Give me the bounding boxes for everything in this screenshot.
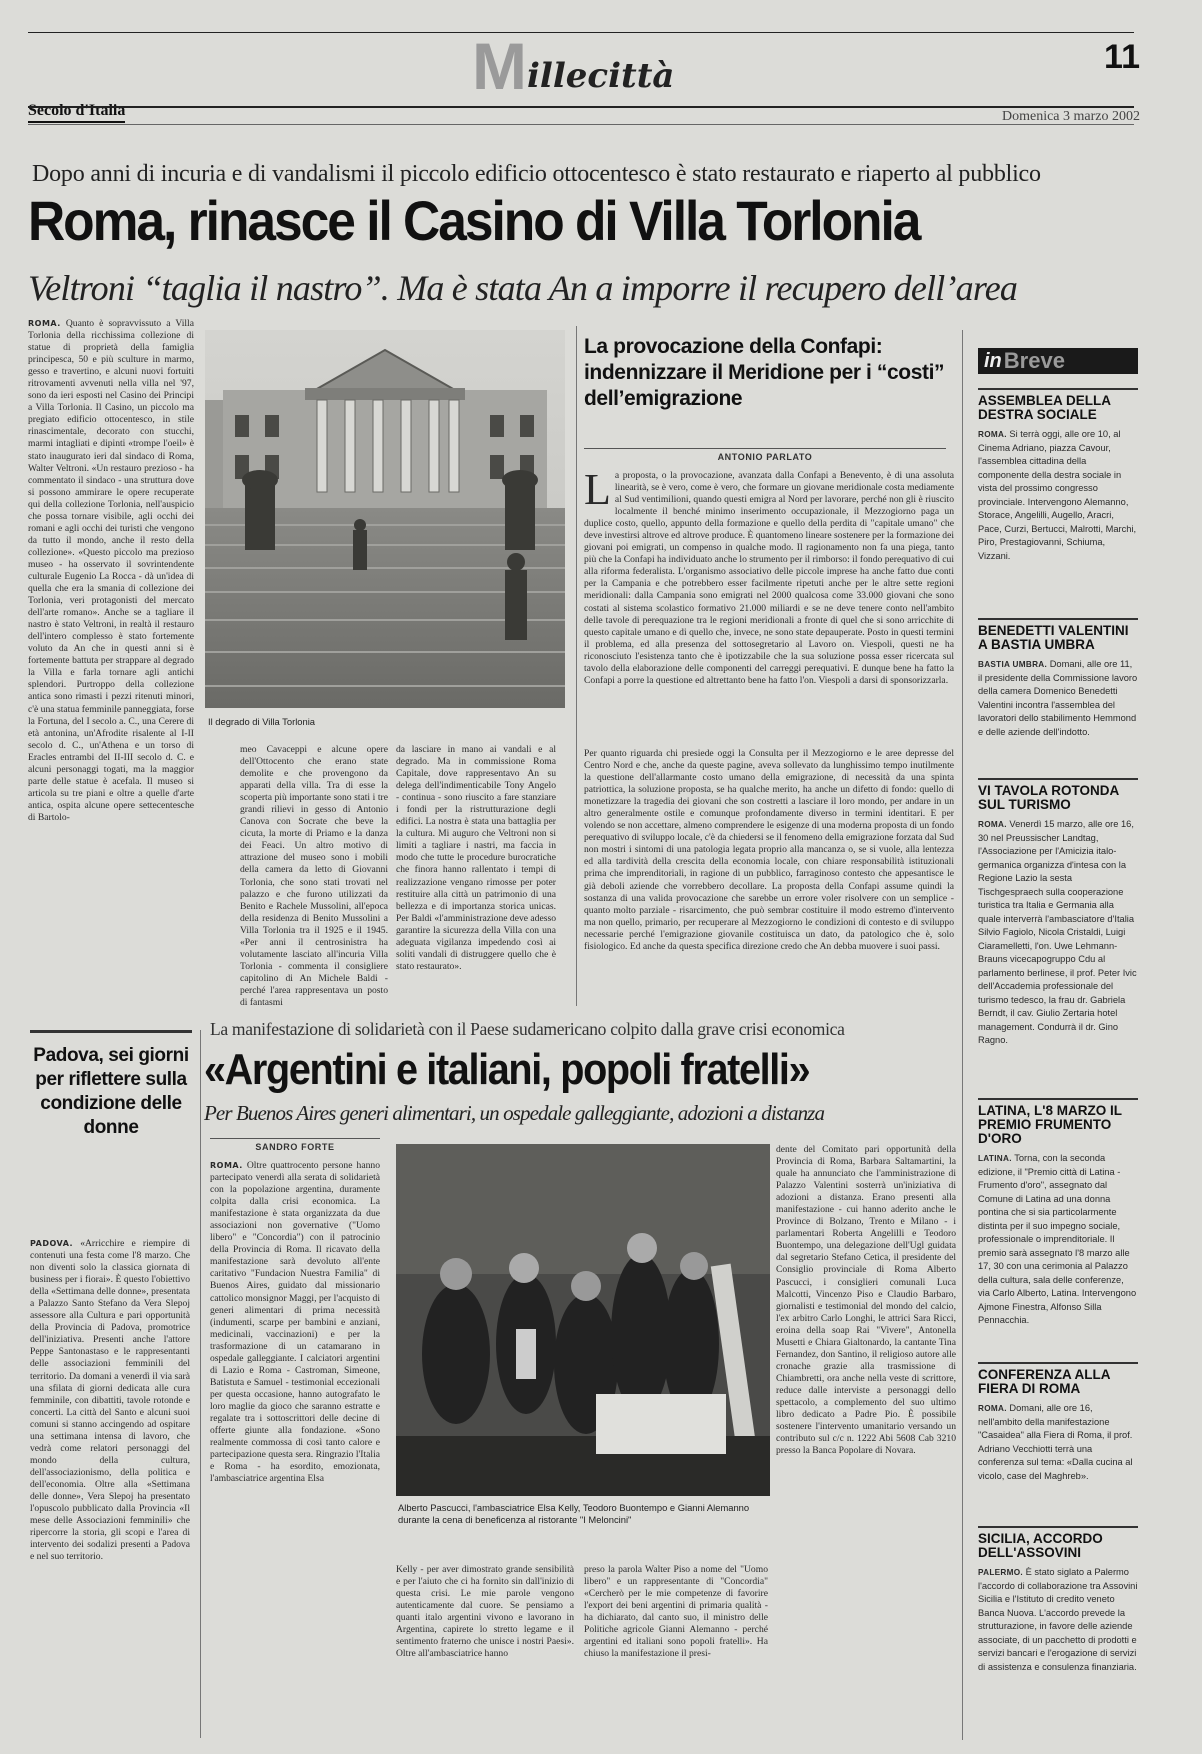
brief-title: ASSEMBLEA DELLA DESTRA SOCIALE: [978, 393, 1111, 422]
brief-item-2: [978, 778, 1138, 1130]
argentina-photo-caption: Alberto Pascucci, l'ambasciatrice Elsa Kelly, Teodoro Buontempo e Gianni Alemanno durante la cena di beneficenza al ristorante "I Melonc​ini": [398, 1502, 750, 1525]
villa-photo-caption: Il degrado di Villa Torlonia: [208, 716, 316, 727]
brief-city: LATINA.: [978, 1154, 1012, 1163]
masthead-rule-top: [28, 32, 1134, 33]
column-rule-3: [200, 1030, 201, 1738]
brief-body: [978, 1402, 1138, 1536]
villa-torlonia-illustration: [205, 330, 565, 708]
argentina-byline-rule: [210, 1138, 380, 1139]
confapi-byline-rule: [584, 448, 946, 449]
argentina-kicker: La manifestazione di solidarietà con il Paese sudamericano colpito dalla grave crisi economica: [210, 1019, 845, 1039]
main-col1-text: Quanto è sopravvissuto a Villa Torlonia della ricchissima collezione di statue di proprietà della famiglia principesca, 50 e più sculture in marmo, gesso e travertino, e alcuni nuovi fortuiti ritrovamenti avvenuti nella villa nel '97, sono da ieri esposti nel Casino dei Principi a Villa Torlonia. Il Casino, un piccolo ma pregiato edificio ottocentesco, in stile rinascimentale, decorato con stucchi, marmi intagliati e dipinti «trompe l'oeil» è stato inaugurato ieri dal sindaco di Roma, Walter Veltroni. «Un restauro prezioso - ha commentato il sindaco - una struttura dove si possono ammirare le opere recuperate qui della collezione Torlonia, nell'auspicio che possa tornare visibile, agli occhi dei romani e agli occhi dei turisti che vengono da tutto il mondo, anche il resto della collezione». «Questo piccolo ma prezioso museo - ha osservato il sovrintendente culturale Eugenio La Rocca - dà un'idea di quella che era la smania di collezione dei Torlonia, veri protagonisti del mercato dell'arte romano». Anche se a tagliare il nastro è stato Veltroni, in realtà il restauro dell'intero complesso è stato fortemente voluto da An che in questi anni si è fortemente battuta per strappare al degrado la Villa e farla tornare agli antichi splendori. Purtroppo della collezione antica sono rimasti i pezzi ritenuti minori, c'è una statua femminile panneggiata, forse la Fortuna, del I secolo a. C., una Cerere di età antonina, un'Afrodite risalente al I-II secolo d. C., un'Athena e un torso di Eracles entrambi del II-III secolo d. C. e alcuni personaggi togati, ma la maggior parte delle statue è acefala. Il museo si articola su tre piani e oltre a quelle d'arte antica, ospita alcune opere settecentesche di Bartolo-: [28, 318, 194, 823]
brief-text: Domani, alle ore 11, il presidente della Commissione lavoro della camera Domenico Benedetti Valentini incontra l'assemblea del lavoratori dello stabilimento Hemmond e delle aziende dell'indotto.: [978, 659, 1138, 737]
brief-title: LATINA, L'8 MARZO IL PREMIO FRUMENTO D'ORO: [978, 1103, 1122, 1146]
argentina-col2: Kelly - per aver dimostrato grande sensibilità e per l'aiuto che ci ha fornito sin dall'inizio di questa crisi. Le mie parole vengono autenticamente dal cuore. Se pensiamo a quanti italo argentini vivono e lavorano in Argentina, capirete lo stretto legame e il sentimento fraterno che unisce i nostri Paesi». Oltre all'ambasciatrice hanno: [396, 1564, 574, 1660]
confapi-body-part1: a proposta, o la provocazione, avanzata dalla Confapi a Benevento, è di una assoluta linearità, se è vero, come è vero, che formare un giovane meridionale costa mediamente al Sud ventimilioni, quando questi emigra al Nord per lavorare, perché non gli è riuscito localmente il benché minimo inserimento occupazionale, il Mezzogiorno paga un duplice costo, quello, appunto della formazione e quello della perdita di "capitale umano" che deve investirsi altrove ed altrove produce. È quantomeno lineare sostenere per la formazione dei giovani poi emigrati, un compenso in qualche modo. Il ragionamento non fa una piega, tanto più che la Confapi ha individuato anche lo strumento per il rimborso: il fondo perequativo di cui alla riforma federalista. L'organismo associativo delle piccole imprese ha anche fatto due conti per la Campania e che potrebbero esser facilmente ripetuti anche per le altre sette regioni meridionali: dalla Campania sono emigrati nel 2000 qualcosa come 33.000 giovani che sono costati al sistema scolastico formativo 21.000 miliardi e se ne deve tenere conto nell'ambito delle tavole di perequazione tra le regioni meridionali a fronte di quel che si sono arricchite di questo capitale umano e di quello che, invece, ne sono state depauperate. Posto in questi termini il problema, ed alla presenza del sottosegretario al Lavoro on. Viespoli, questi ne ha riconosciuto l'esistenza tanto che è ipotizzabile che la sua soluzione possa esser ricercata sul tavolo della elaborazione delle componenti del carreggi perequativi. E dunque bene ha fatto la Confapi a porre la questione ed altrettanto bene ha fatto l'on. Viespoli a darsi di sponsorizzarla.: [584, 470, 954, 686]
confapi-headline: La provocazione della Confapi: indennizzare il Meridione per i “costi” dell’emigrazione: [584, 335, 945, 410]
newspaper-name: Secolo d'Italia: [28, 102, 125, 123]
brief-title: VI TAVOLA ROTONDA SUL TURISMO: [978, 783, 1119, 812]
villa-torlonia-photo: [205, 330, 565, 708]
confapi-body: [584, 465, 954, 746]
masthead-rule-bottom: [28, 106, 1134, 108]
argentina-headline: «Argentini e italiani, popoli fratelli»: [204, 1045, 810, 1094]
brief-city: ROMA.: [978, 430, 1007, 439]
brief-text: Domani, alle ore 16, nell'ambito della manifestazione "Casaidea" alla Fiera di Roma, il prof. Adriano Vecchiotti terrà una conferenza sul tema: «Dalla cucina al vicolo, case del Maghreb».: [978, 1403, 1133, 1481]
main-dateline: ROMA.: [28, 319, 61, 328]
brief-title: SICILIA, ACCORDO DELL'ASSOVINI: [978, 1531, 1103, 1560]
brief-city: PALERMO.: [978, 1568, 1024, 1577]
padova-dateline: PADOVA.: [30, 1239, 74, 1248]
padova-text: «Arricchire e riempire di contenuti una festa come l'8 marzo. Che non diventi solo la classica giornata di business per i fiorai». È questo l'obiettivo della «Settimana delle donne», presentata a Palazzo Santo Stefano da Vera Slepoj assessore alla Cultura e pari opportunità della Provincia di Padova, promotrice dell'iniziativa. Presenti anche l'attore Peppe Santonastaso e le rappresentanti delle associazioni femminili del territorio. Da domani a venerdì il via sarà una sfilata di giorni dedicata alle cura femminile, con dibattiti, tavole rotonde e concerti. La città del Santo e alcuni suoi comuni si stanno accingendo ad ospitare una settimana intensa di lavoro, che vedrà come relatori personaggi del mondo della cultura, dell'associazionismo, della politica e dell'economia. Oltre alla «Settimana delle donne», Vera Slepoj ha presentato l'opuscolo pubblicato dalla Provincia «Il mese delle Associazioni femminili» che ripercorre la storia, gli scopi e l'area di intervento dei sodalizi presenti a Padova e nel suo territorio.: [30, 1238, 190, 1563]
brief-body: [978, 1566, 1138, 1738]
main-body-col1: [28, 318, 194, 1004]
brief-item-1: [978, 618, 1138, 790]
padova-body: [30, 1238, 190, 1736]
brief-item-4: [978, 1362, 1138, 1536]
column-rule-2: [962, 330, 963, 1740]
argentina-event-illustration: [396, 1144, 770, 1496]
brief-rule: [978, 388, 1138, 390]
main-body-col2: meo Cavaceppi e alcune opere dell'Ottocento che erano state demolite e che provengono da apparati della villa. Tra di esse la scoperta più importante sono stati i tre grandi rilievi in gesso di Antonio Canova con Socrate che beve la cicuta, la morte di Priamo e la danza dei Feaci. Un altro motivo di attrazione del museo sono i mobili della camera da letto di Giovanni Torlonia, che sono stati trovati nel palazzo e che furono utilizzati da Benito e Rachele Mussolini, all'epoca della residenza di Benito Mussolini a Villa Torlonia tra il 1925 e il 1945. «Per anni il centrosinistra ha volutamente lasciato all'incuria Villa Torlonia - commenta il consigliere capitolino di An Michele Baldi - perché l'area rappresentava un posto di fantasmi: [240, 744, 388, 1008]
brief-rule: [978, 1526, 1138, 1528]
brief-rule: [978, 618, 1138, 620]
confapi-body-2: Per quanto riguarda chi presiede oggi la Consulta per il Mezzogiorno e le aree depresse del Centro Nord e che, anche da queste pagine, aveva sollevato da lunghissimo tempo inutilmente la questione dell'allarmante costo umano della emigrazione, di necessità da una spinta patriottica, la soluzione proposta, se ha qualche merito, ha anche un difetto di fondo: quello di monetizzare la tragedia dei giovani che son costretti a lasciare il loro mondo, per andare in un altro generalmente ostile e comunque profondamente diverso in termini identitari. E per volendo se non accettare, almeno comprendere le esigenze di una moderna proposta di un fondo perequativo di sviluppo locale, c'è da chiedersi se il fenomeno della emigrazione forzata dal Sud non mostri i sintomi di una patologia legata proprio alla mancanza o, se si vuole, alla lentezza ed alla tardività della crescita della economia locale, con chiare responsabilità istituzionali prima che imprenditoriali, in ragione di un pubblico, farraginoso contesto che appesantisce le già deboli aziende che vorrebbero decollare. La proposta della Confapi assume quindi la sostanza di una valida provocazione che sarebbe un errore voler risolvere con un semplice - quanto molto parziale - risarcimento, che può sembrar costituire il modo estremo d'intervento ma non quello, primario, per recuperare al Mezzogiorno le condizioni di contesto e di sviluppo necessarie perché l'emigrazione giovanile costituisca un dato, da patologico che è, solo fisiologico. Ed anche da questa specifica direzione credo che An debba muovere i suoi passi.: [584, 748, 954, 952]
argentina-subhead: Per Buenos Aires generi alimentari, un ospedale galleggiante, adozioni a distanza: [204, 1101, 825, 1125]
brief-item-3: [978, 1098, 1138, 1384]
brief-text: Si terrà oggi, alle ore 10, al Cinema Adriano, piazza Cavour, l'assemblea cittadina della componente della destra sociale in vista del prossimo congresso provinciale. Intervengono Alemanno, Storace, Angelilli, Augello, Aracri, Pace, Curzi, Bertucci, Malrotti, Marchi, Piro, Prestagiovanni, Schiuma, Vizzani.: [978, 429, 1137, 561]
main-body-col3: da lasciare in mano ai vandali e al degrado. Ma in commissione Roma Capitale, dove rappresentavo An su delega dell'indimenticabile Tony Angelo - continua - sono riuscito a fare stanziare i fondi per la ristrutturazione degli edifici. La nostra è stata una battaglia per la cultura. Mi auguro che Veltroni non si limiti a tagliare i nastri, ma faccia in modo che tutte le procedure burocratiche che finora hanno rallentato i tempi di realizzazione vengano rimosse per poter restituire alla città un patrimonio di una bellezza e di importanza storica unicas. Per Baldi «l'amministrazione deve adesso garantire la sicurezza della Villa con una adeguata vigilanza impedendo così ai soliti vandali di distruggere quello che è stato restaurato».: [396, 744, 556, 972]
brief-item-0: [978, 388, 1138, 588]
argentina-col3: preso la parola Walter Piso a nome del "Uomo libero" e un rappresentante di "Concordia" «Cercherò per le mie competenze di favorire l'export dei beni argentini di primaria qualità - ha dichiarato, dal canto suo, il ministro delle Politiche agricole Gianni Alemanno - perché argentini ed italiani sono popoli fratelli». Ha chiuso la manifestazione il presi-: [584, 1564, 768, 1660]
brief-city: BASTIA UMBRA.: [978, 660, 1048, 669]
issue-date: Domenica 3 marzo 2002: [1001, 109, 1140, 124]
brief-rule: [978, 1098, 1138, 1100]
column-rule-1: [576, 326, 577, 1006]
brief-text: Torna, con la seconda edizione, il "Premio città di Latina - Frumento d'oro", assegnato dal Comune di Latina ad una donna pontina che si sia particolarmente distinta per il suo impegno sociale, professionale o imprenditoriale. Il premio sarà assegnato l'8 marzo alle 17, 30 con una cerimonia al Palazzo della cultura, sala delle conferenze, via Carlo Alberto, Latina. Intervengono Ajmone Finestra, Alfonso Silla Pennacchia.: [978, 1153, 1137, 1325]
argentina-dateline: ROMA.: [210, 1161, 243, 1170]
argentina-col1: [210, 1160, 380, 1738]
brief-text: È stato siglato a Palermo l'accordo di collaborazione tra Assovini Sicilia e l'Istituto di credito veneto Banca Nuova. L'accordo prevede la strutturazione, in favore delle aziende associate, di un pacchetto di prodotti e servizi bancari e l'erogazione di servizi di assistenza e consulenza finanziaria.: [978, 1567, 1138, 1672]
confapi-byline: ANTONIO PARLATO: [717, 452, 813, 462]
brief-body: [978, 1152, 1138, 1384]
brief-body: [978, 818, 1138, 1130]
brief-title: BENEDETTI VALENTINI A BASTIA UMBRA: [978, 623, 1129, 652]
main-kicker: Dopo anni di incuria e di vandalismi il piccolo edificio ottocentesco è stato restaurato e riaperto al pubblico: [32, 161, 1041, 187]
masthead-rule-thin: [28, 124, 1134, 125]
brief-body: [978, 658, 1138, 790]
brief-rule: [978, 778, 1138, 780]
inbreve-logo-breve: Breve: [1003, 348, 1065, 373]
section-logo-initial: M: [472, 29, 525, 103]
argentina-event-photo: [396, 1144, 770, 1496]
argentina-col4: dente del Comitato pari opportunità della Provincia di Roma, Barbara Saltamartini, la quale ha annunciato che l'amministrazione di Palazzo Valentini sosterrà un'iniziativa di adozioni a distanza. Erano presenti alla manifestazione - cui hanno aderito anche le Province di Bolzano, Trento e Milano - i parlamentari Roberta Angelilli e Teodoro Buontempo, una delegazione dell'Ugl guidata dal segretario Stefano Cetica, il presidente del Consiglio provinciale di Roma Alberto Pascucci, i consiglieri comunali Luca Malcotti, Vincenzo Piso e Claudio Barbaro, giornalisti e testimonial del mondo del calcio, l'ex arbitro Carlo Longhi, le attrici Sara Ricci, eroina della soap Rai "Vivere", Antonella Musetti e Chiara Gialtonardo, la cantante Tina Fernandez, don Santino, il religioso autore alle cronache grazie alla trasmissione di Chiambretti, ora anche nella veste di scrittore, reduce dalle interviste a personaggi dello spettacolo, a complemento del suo ultimo libro dedicato a Padre Pio. È possibile sostenere l'intervento umanitario versando un contributo sul c/c n. 1222 Abi 5608 Cab 3210 presso la Banca Popolare di Novara.: [776, 1144, 956, 1457]
main-subhead: Veltroni “taglia il nastro”. Ma è stata An a imporre il recupero dell’area: [28, 268, 1018, 308]
argentina-byline: SANDRO FORTE: [255, 1142, 335, 1152]
inbreve-logo-in: in: [984, 349, 1002, 372]
brief-body: [978, 428, 1138, 588]
padova-headline: Padova, sei giorni per riflettere sulla condizione delle donne: [33, 1045, 189, 1138]
brief-city: ROMA.: [978, 820, 1007, 829]
section-logo: [472, 29, 675, 103]
inbreve-logo: [978, 348, 1138, 374]
brief-item-5: [978, 1526, 1138, 1738]
main-headline: Roma, rinasce il Casino di Villa Torlonia: [28, 189, 920, 252]
brief-city: ROMA.: [978, 1404, 1007, 1413]
brief-text: Venerdì 15 marzo, alle ore 16, 30 nel Preussischer Landtag, l'Associazione per l'Amicizia italo-germanica organizza d'intesa con la Regione Lazio la sesta Tischgespraech sulla cooperazione turistica tra Italia e Germania alla quale interverrà l'ambasciatore d'Italia Silvio Fagiolo, Nicola Cristaldi, Luigi Ciaramelletti, l'on. Uwe Lehmann-Brauns vicecapogruppo Cdu al parlamento berlinese, il prof. Peter Ivic dell'Accademia professionale del turismo tedesco, la frau dr. Gabriela Berndt, il cav. Giulio Zertaria hotel management. Condurrà il dr. Gino Ragno.: [978, 819, 1137, 1045]
brief-rule: [978, 1362, 1138, 1364]
section-logo-rest: illecittà: [526, 56, 675, 96]
padova-rule-top: [30, 1030, 192, 1033]
confapi-dropcap: L: [584, 465, 611, 514]
argentina-col1-text: Oltre quattrocento persone hanno partecipato venerdì alla serata di solidarietà con la popolazione argentina, duramente colpita dalla crisi economica. La manifestazione è stata organizzata da due associazioni non governative ("Uomo libero" e "Concordia") con il patrocinio della Provincia di Roma. Il ricavato della manifestazione sarà devoluto all'ente caritativo "Fundacion Nuestra Familia" di Buenos Aires, guidato dal missionario cattolico monsignor Maggi, per l'acquisto di generi alimentari di prima necessità (indumenti, scarpe per bambini e anziani, medicinali, vaccinazioni) e per la trasformazione di un catamarano in ospedale galleggiante. I calciatori argentini di Lazio e Roma - Castroman, Simeone, Batistuta e Samuel - testimonial eccezionali per questa occasione, hanno autografato le loro maglie da gioco che saranno estratte e regalate tra i sottoscrittori delle decine di offerte giunte alla fondazione. «Sono realmente commossa di così tanto calore e partecipazione questa sera. Ringrazio l'Italia e Roma - ha esordito, emozionata, l'ambasciatrice argentina Elsa: [210, 1160, 380, 1485]
brief-title: CONFERENZA ALLA FIERA DI ROMA: [978, 1367, 1110, 1396]
page-number: 11: [1104, 38, 1140, 76]
